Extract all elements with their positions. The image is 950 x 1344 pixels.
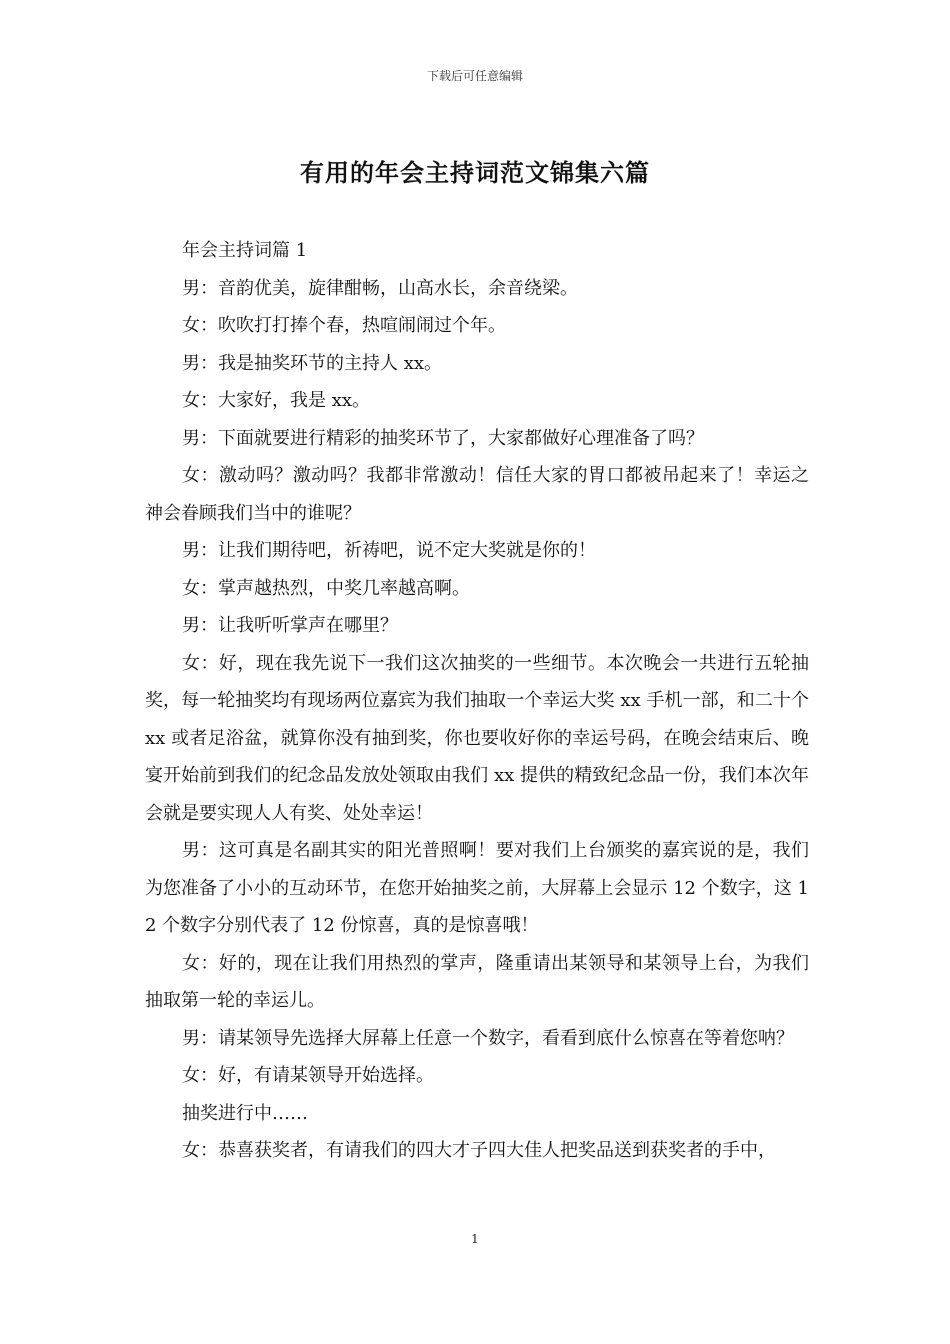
paragraph: 女：激动吗？激动吗？我都非常激动！信任大家的胃口都被吊起来了！幸运之神会眷顾我们当中的谁呢？ <box>145 465 809 524</box>
paragraph: 男：让我听听掌声在哪里？ <box>182 615 398 636</box>
paragraph: 女：掌声越热烈，中奖几率越高啊。 <box>182 577 470 599</box>
paragraph: 男：下面就要进行精彩的抽奖环节了，大家都做好心理准备了吗？ <box>182 427 704 449</box>
paragraph: 男：让我们期待吧，祈祷吧，说不定大奖就是你的！ <box>182 540 596 561</box>
document-title: 有用的年会主持词范文锦集六篇 <box>300 159 650 187</box>
paragraph: 女：好，现在我先说下一我们这次抽奖的一些细节。本次晚会一共进行五轮抽奖，每一轮抽奖均有现场两位嘉宾为我们抽取一个幸运大奖 xx 手机一部，和二十个 xx 或者足浴盆，就算你没有抽到奖，你也要收好你的幸运号码，在晚会结束后、晚宴开始前到我们的纪念品发放处领取由我们 xx 提供的精致纪念品一份，我们本次年会就是要实现人人有奖、处处幸运！ <box>145 652 809 824</box>
paragraph: 女：大家好，我是 xx。 <box>182 390 371 411</box>
paragraph: 抽奖进行中…… <box>182 1102 308 1124</box>
paragraph: 女：好，有请某领导开始选择。 <box>182 1065 434 1086</box>
paragraph: 女：吹吹打打捧个春，热喧闹闹过个年。 <box>182 315 506 336</box>
paragraph: 女：好的，现在让我们用热烈的掌声，隆重请出某领导和某领导上台，为我们抽取第一轮的幸运儿。 <box>145 952 809 1011</box>
header-note: 下载后可任意编辑 <box>426 69 523 83</box>
paragraph: 男：音韵优美，旋律酣畅，山高水长，余音绕梁。 <box>182 277 578 299</box>
document-body <box>145 232 809 1170</box>
paragraph: 男：我是抽奖环节的主持人 xx。 <box>182 352 443 374</box>
paragraph: 年会主持词篇 1 <box>182 240 308 261</box>
paragraph: 女：恭喜获奖者，有请我们的四大才子四大佳人把奖品送到获奖者的手中， <box>182 1140 776 1161</box>
paragraph: 男：这可真是名副其实的阳光普照啊！要对我们上台颁奖的嘉宾说的是，我们为您准备了小小的互动环节，在您开始抽奖之前，大屏幕上会显示 12 个数字，这 12 个数字分别代表了 12 份惊喜，真的是惊喜哦！ <box>145 840 809 936</box>
page-number: 1 <box>471 1232 479 1246</box>
paragraph: 男：请某领导先选择大屏幕上任意一个数字，看看到底什么惊喜在等着您呐？ <box>182 1027 794 1049</box>
